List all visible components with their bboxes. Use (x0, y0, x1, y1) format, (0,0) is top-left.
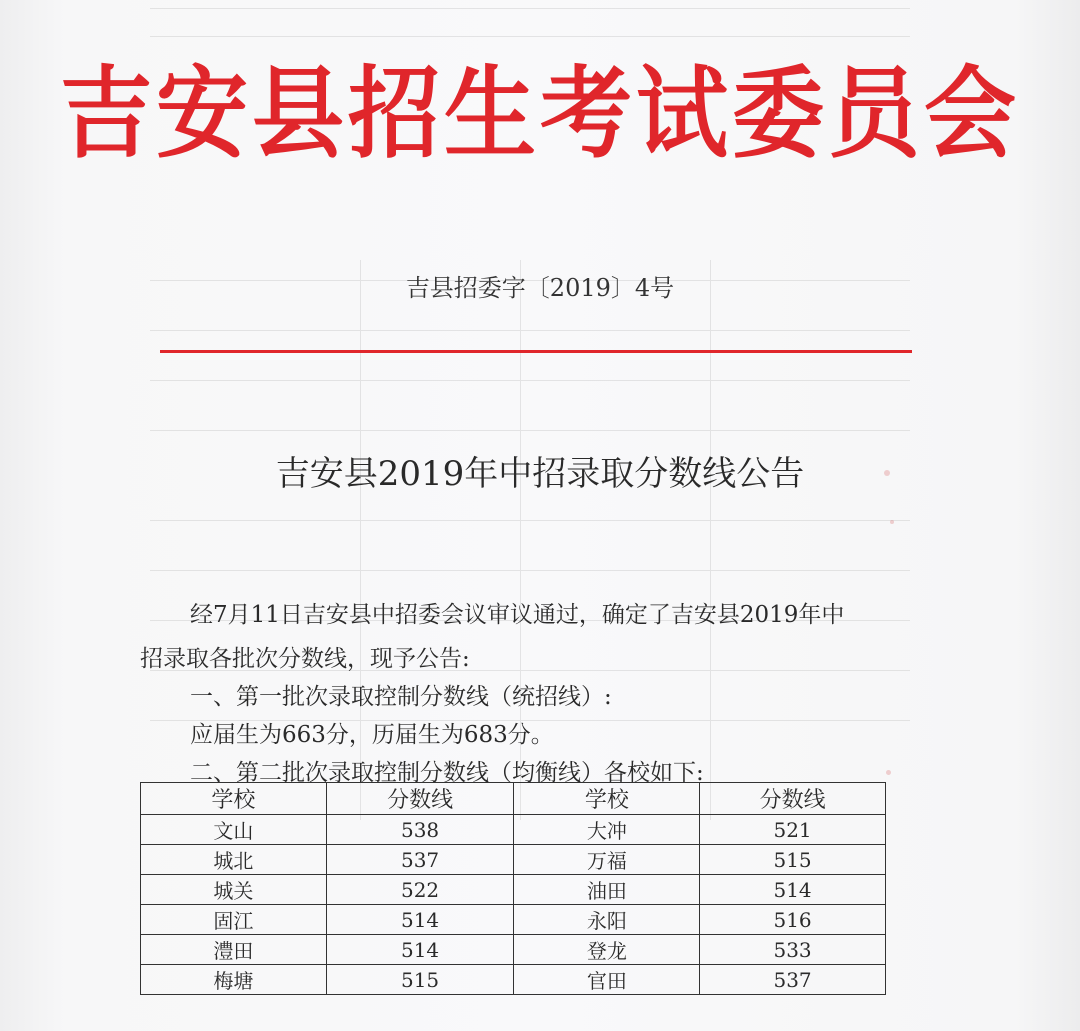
table-row (141, 845, 886, 875)
document-number: 吉县招委字〔2019〕4号 (405, 274, 675, 302)
header-score-2: 分数线 (700, 783, 886, 815)
table-row (141, 875, 886, 905)
school-cell: 万福 (514, 845, 700, 875)
table-row (141, 905, 886, 935)
school-cell: 固江 (141, 905, 327, 935)
school-cell: 永阳 (514, 905, 700, 935)
body-line-1: 经7月11日吉安县中招委会议审议通过，确定了吉安县2019年中 (190, 602, 845, 628)
school-cell: 油田 (514, 875, 700, 905)
score-cell: 514 (326, 935, 514, 965)
red-divider-line (160, 350, 912, 353)
red-ink-speck (890, 520, 894, 524)
school-cell: 梅塘 (141, 965, 327, 995)
score-cell: 515 (700, 845, 886, 875)
score-cell: 537 (326, 845, 514, 875)
body-line-5: 二、第二批次录取控制分数线（均衡线）各校如下: (190, 760, 704, 786)
header-score-1: 分数线 (326, 783, 514, 815)
score-cell: 537 (700, 965, 886, 995)
score-cell: 514 (700, 875, 886, 905)
score-table (140, 782, 886, 995)
body-line-4: 应届生为663分，历届生为683分。 (190, 722, 554, 748)
score-cell: 516 (700, 905, 886, 935)
table-row (141, 965, 886, 995)
score-cell: 514 (326, 905, 514, 935)
score-cell: 515 (326, 965, 514, 995)
score-cell: 538 (326, 815, 514, 845)
announcement-title: 吉安县2019年中招录取分数线公告 (275, 454, 805, 494)
school-cell: 文山 (141, 815, 327, 845)
school-cell: 城关 (141, 875, 327, 905)
score-cell: 533 (700, 935, 886, 965)
header-school-2: 学校 (514, 783, 700, 815)
school-cell: 官田 (514, 965, 700, 995)
red-ink-speck (884, 470, 890, 476)
body-line-2: 招录取各批次分数线，现予公告: (140, 646, 470, 672)
school-cell: 大冲 (514, 815, 700, 845)
score-cell: 522 (326, 875, 514, 905)
school-cell: 澧田 (141, 935, 327, 965)
issuer-header: 吉安县招生考试委员会 (59, 55, 1020, 172)
school-cell: 登龙 (514, 935, 700, 965)
table-header-row (141, 783, 886, 815)
header-school-1: 学校 (141, 783, 327, 815)
score-cell: 521 (700, 815, 886, 845)
body-line-3: 一、第一批次录取控制分数线（统招线）: (190, 684, 612, 710)
table-row (141, 935, 886, 965)
school-cell: 城北 (141, 845, 327, 875)
table-row (141, 815, 886, 845)
red-ink-speck (886, 770, 891, 775)
